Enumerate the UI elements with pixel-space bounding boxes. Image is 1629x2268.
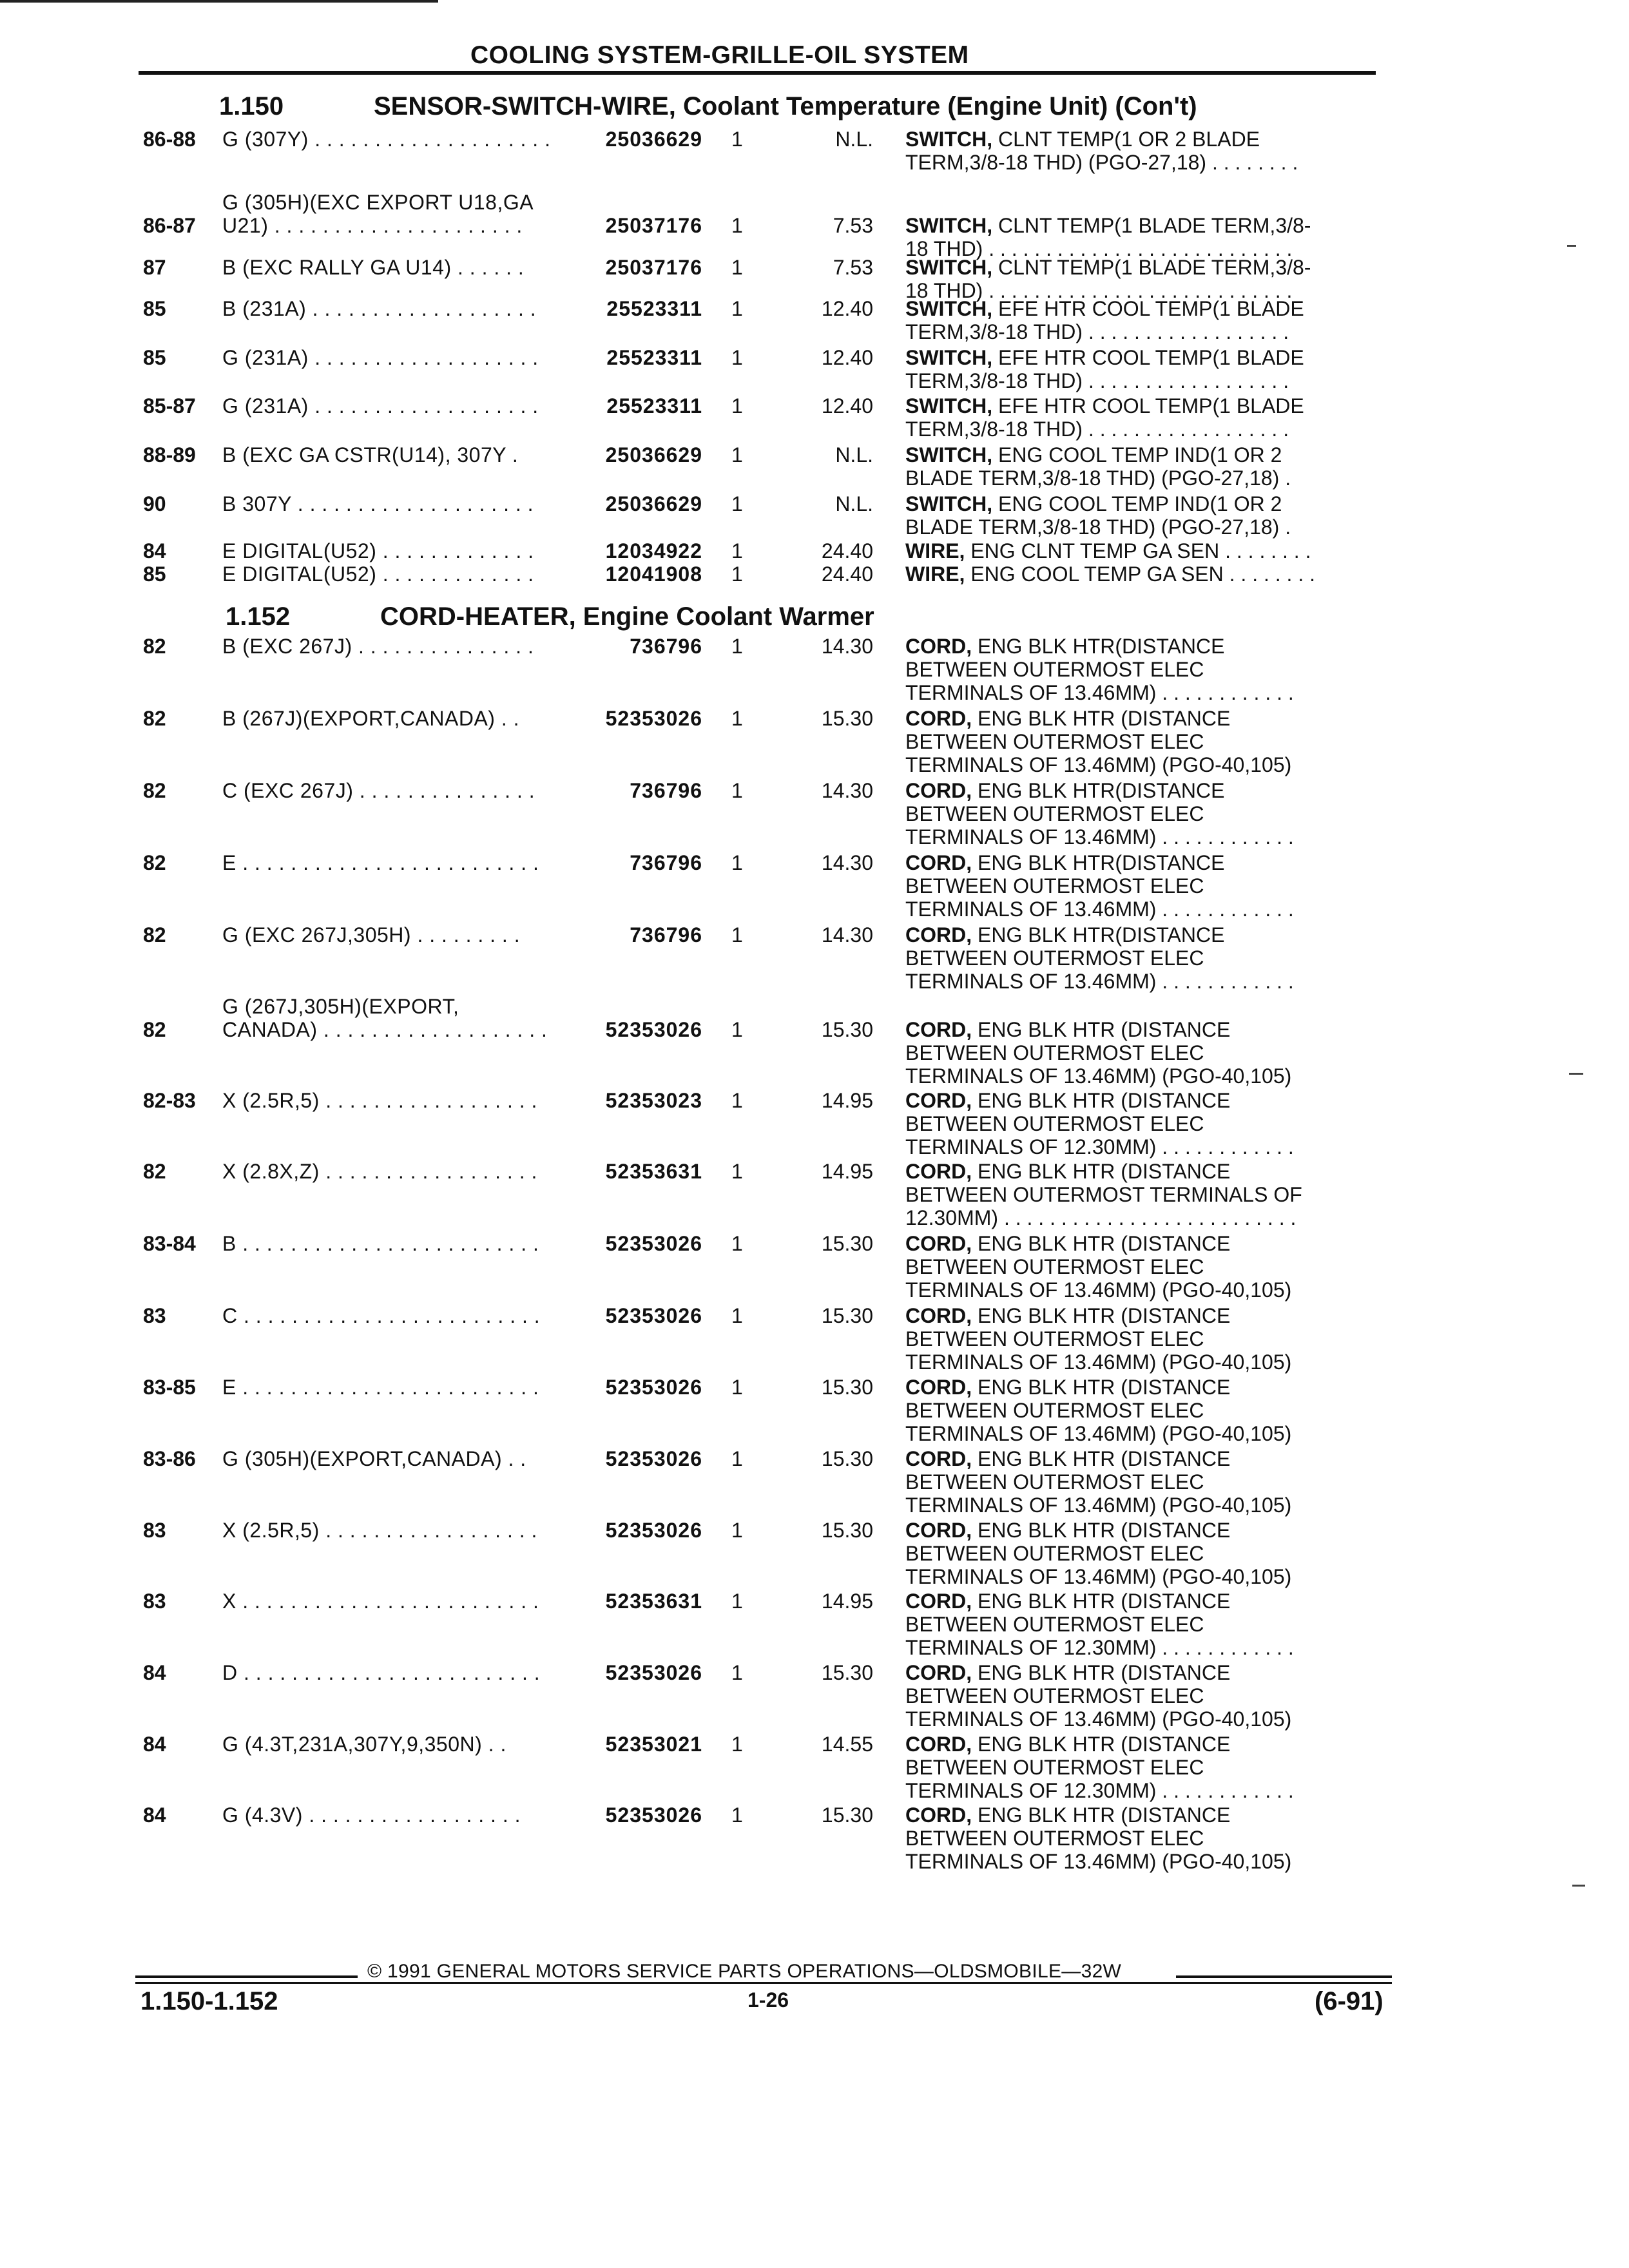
part-detail: ENG BLK HTR (DISTANCE BETWEEN OUTERMOST ELEC TERMINALS OF 13.46MM) (PGO-40,105) — [905, 1519, 1292, 1588]
price: 14.30 — [821, 923, 873, 947]
model-description: X (2.5R,5) . . . . . . . . . . . . . . . . . . — [222, 1519, 537, 1542]
model-year: 90 — [143, 492, 166, 515]
part-description — [905, 1519, 1382, 1588]
part-type: SWITCH, — [905, 297, 993, 320]
quantity: 1 — [731, 256, 743, 279]
part-type: CORD, — [905, 1447, 972, 1470]
part-detail: ENG BLK HTR(DISTANCE BETWEEN OUTERMOST ELEC TERMINALS OF 13.46MM) . . . . . . . . . . . . — [905, 635, 1294, 704]
header-rule — [139, 71, 1376, 75]
part-number: 52353631 — [605, 1160, 702, 1183]
price: 15.30 — [821, 1661, 873, 1684]
model-description: G (231A) . . . . . . . . . . . . . . . . . . . — [222, 394, 539, 418]
part-description — [905, 1661, 1382, 1731]
model-year: 82 — [143, 923, 166, 947]
part-number: 25037176 — [605, 256, 702, 279]
model-year: 84 — [143, 1733, 166, 1756]
margin-mark — [1569, 1073, 1583, 1075]
price: 14.95 — [821, 1160, 873, 1183]
part-type: CORD, — [905, 1018, 972, 1041]
model-year: 82 — [143, 851, 166, 874]
price: 15.30 — [821, 1519, 873, 1542]
part-number: 736796 — [630, 851, 702, 874]
part-type: WIRE, — [905, 562, 965, 586]
part-description — [905, 1304, 1382, 1374]
quantity: 1 — [731, 394, 743, 418]
footer-rule-right — [1176, 1975, 1392, 1978]
model-year: 83-84 — [143, 1232, 196, 1255]
quantity: 1 — [731, 214, 743, 237]
price: 15.30 — [821, 707, 873, 730]
quantity: 1 — [731, 1733, 743, 1756]
part-detail: ENG BLK HTR (DISTANCE BETWEEN OUTERMOST ELEC TERMINALS OF 13.46MM) (PGO-40,105) — [905, 1232, 1292, 1302]
part-description — [905, 394, 1382, 441]
part-type: CORD, — [905, 779, 972, 802]
part-type: SWITCH, — [905, 346, 993, 369]
part-detail: ENG CLNT TEMP GA SEN . . . . . . . . — [965, 539, 1311, 562]
part-number: 52353026 — [605, 1018, 702, 1041]
model-year: 88-89 — [143, 443, 196, 466]
part-description — [905, 492, 1382, 539]
footer-section-range: 1.150-1.152 — [140, 1987, 278, 2015]
price: 14.30 — [821, 779, 873, 802]
part-number: 52353026 — [605, 1803, 702, 1827]
section-heading-1152 — [226, 602, 874, 631]
price: 12.40 — [821, 346, 873, 369]
model-year: 83 — [143, 1304, 166, 1327]
part-number: 25037176 — [605, 214, 702, 237]
part-detail: ENG COOL TEMP IND(1 OR 2 BLADE TERM,3/8-18 THD) (PGO-27,18) . — [905, 492, 1291, 539]
model-description: G (EXC 267J,305H) . . . . . . . . . — [222, 923, 521, 947]
part-detail: ENG BLK HTR (DISTANCE BETWEEN OUTERMOST ELEC TERMINALS OF 13.46MM) (PGO-40,105) — [905, 1447, 1292, 1517]
part-description — [905, 1089, 1382, 1158]
price: 14.95 — [821, 1089, 873, 1112]
part-number: 52353026 — [605, 1661, 702, 1684]
margin-mark — [1572, 1885, 1585, 1887]
section-title: SENSOR-SWITCH-WIRE, Coolant Temperature (Engine Unit) (Con't) — [374, 92, 1197, 120]
part-detail: CLNT TEMP(1 BLADE TERM,3/8- 18 THD) . . . . . . . . . . . . . . . . . . . . . . . . . . . — [905, 256, 1311, 302]
quantity: 1 — [731, 1160, 743, 1183]
model-description: G (231A) . . . . . . . . . . . . . . . . . . . — [222, 346, 539, 369]
price: 12.40 — [821, 297, 873, 320]
quantity: 1 — [731, 635, 743, 658]
price: 15.30 — [821, 1376, 873, 1399]
part-number: 25036629 — [605, 443, 702, 466]
part-description — [905, 779, 1382, 849]
part-detail: ENG BLK HTR (DISTANCE BETWEEN OUTERMOST ELEC TERMINALS OF 13.46MM) (PGO-40,105) — [905, 1018, 1292, 1088]
model-year: 82 — [143, 1160, 166, 1183]
part-number: 25036629 — [605, 128, 702, 151]
quantity: 1 — [731, 707, 743, 730]
model-description: E . . . . . . . . . . . . . . . . . . . . . . . . . — [222, 1376, 539, 1399]
part-detail: EFE HTR COOL TEMP(1 BLADE TERM,3/8-18 THD) . . . . . . . . . . . . . . . . . . — [905, 297, 1304, 343]
part-type: CORD, — [905, 923, 972, 947]
part-type: SWITCH, — [905, 214, 993, 237]
model-description: D . . . . . . . . . . . . . . . . . . . . . . . . . — [222, 1661, 541, 1684]
quantity: 1 — [731, 492, 743, 515]
model-description: X (2.5R,5) . . . . . . . . . . . . . . . . . . — [222, 1089, 537, 1112]
price: N.L. — [835, 128, 873, 151]
model-description: B (231A) . . . . . . . . . . . . . . . . . . . — [222, 297, 537, 320]
part-type: CORD, — [905, 1304, 972, 1327]
part-number: 52353023 — [605, 1089, 702, 1112]
price: 15.30 — [821, 1447, 873, 1470]
model-description: B (EXC 267J) . . . . . . . . . . . . . . . — [222, 635, 534, 658]
part-number: 25523311 — [606, 297, 702, 320]
part-detail: EFE HTR COOL TEMP(1 BLADE TERM,3/8-18 THD) . . . . . . . . . . . . . . . . . . — [905, 394, 1304, 441]
part-number: 736796 — [630, 779, 702, 802]
part-type: SWITCH, — [905, 492, 993, 515]
part-description — [905, 635, 1382, 704]
part-type: CORD, — [905, 1232, 972, 1255]
model-description: E . . . . . . . . . . . . . . . . . . . . . . . . . — [222, 851, 539, 874]
part-type: CORD, — [905, 1661, 972, 1684]
model-year: 83-86 — [143, 1447, 196, 1470]
model-description: G (305H)(EXC EXPORT U18,GA U21) . . . . . . . . . . . . . . . . . . . . . — [222, 191, 534, 237]
price: N.L. — [835, 492, 873, 515]
quantity: 1 — [731, 1661, 743, 1684]
quantity: 1 — [731, 1018, 743, 1041]
part-type: CORD, — [905, 707, 972, 730]
part-number: 52353631 — [605, 1590, 702, 1613]
part-description — [905, 297, 1382, 343]
part-detail: ENG BLK HTR (DISTANCE BETWEEN OUTERMOST ELEC TERMINALS OF 13.46MM) (PGO-40,105) — [905, 1661, 1292, 1731]
part-detail: EFE HTR COOL TEMP(1 BLADE TERM,3/8-18 THD) . . . . . . . . . . . . . . . . . . — [905, 346, 1304, 392]
quantity: 1 — [731, 128, 743, 151]
quantity: 1 — [731, 1376, 743, 1399]
part-number: 736796 — [630, 635, 702, 658]
model-year: 82 — [143, 635, 166, 658]
part-description — [905, 707, 1382, 776]
model-description: B . . . . . . . . . . . . . . . . . . . . . . . . . — [222, 1232, 539, 1255]
part-number: 25523311 — [606, 346, 702, 369]
part-detail: ENG BLK HTR (DISTANCE BETWEEN OUTERMOST ELEC TERMINALS OF 13.46MM) (PGO-40,105) — [905, 1803, 1292, 1873]
quantity: 1 — [731, 1447, 743, 1470]
price: 24.40 — [821, 539, 873, 562]
model-description: G (307Y) . . . . . . . . . . . . . . . . . . . . — [222, 128, 551, 151]
quantity: 1 — [731, 851, 743, 874]
part-number: 736796 — [630, 923, 702, 947]
part-detail: ENG BLK HTR (DISTANCE BETWEEN OUTERMOST ELEC TERMINALS OF 12.30MM) . . . . . . . . . . . . — [905, 1590, 1294, 1659]
model-year: 82 — [143, 707, 166, 730]
price: 24.40 — [821, 562, 873, 586]
model-description: C . . . . . . . . . . . . . . . . . . . . . . . . . — [222, 1304, 541, 1327]
part-description — [905, 256, 1382, 302]
model-year: 84 — [143, 1661, 166, 1684]
part-description — [905, 443, 1382, 490]
section-title: CORD-HEATER, Engine Coolant Warmer — [380, 602, 874, 631]
quantity: 1 — [731, 1803, 743, 1827]
part-description — [905, 1018, 1382, 1088]
part-detail: ENG BLK HTR (DISTANCE BETWEEN OUTERMOST ELEC TERMINALS OF 12.30MM) . . . . . . . . . . . . — [905, 1733, 1294, 1802]
part-description — [905, 214, 1382, 260]
model-description: G (4.3T,231A,307Y,9,350N) . . — [222, 1733, 506, 1756]
model-year: 83 — [143, 1590, 166, 1613]
part-type: SWITCH, — [905, 256, 993, 279]
section-number: 1.150 — [219, 92, 284, 120]
quantity: 1 — [731, 1590, 743, 1613]
part-type: SWITCH, — [905, 443, 993, 466]
model-description: G (4.3V) . . . . . . . . . . . . . . . . . . — [222, 1803, 521, 1827]
price: 14.95 — [821, 1590, 873, 1613]
part-detail: CLNT TEMP(1 BLADE TERM,3/8- 18 THD) . . . . . . . . . . . . . . . . . . . . . . . . . . . — [905, 214, 1311, 260]
footer-date-code: (6-91) — [1315, 1987, 1383, 2015]
part-detail: ENG BLK HTR (DISTANCE BETWEEN OUTERMOST ELEC TERMINALS OF 13.46MM) (PGO-40,105) — [905, 1376, 1292, 1445]
part-type: SWITCH, — [905, 394, 993, 418]
model-description: B 307Y . . . . . . . . . . . . . . . . . . . . — [222, 492, 534, 515]
part-type: CORD, — [905, 1376, 972, 1399]
page-header-title: COOLING SYSTEM-GRILLE-OIL SYSTEM — [470, 41, 969, 69]
part-description — [905, 1803, 1382, 1873]
part-description — [905, 539, 1382, 562]
price: 15.30 — [821, 1018, 873, 1041]
price: 7.53 — [833, 214, 873, 237]
model-description: B (267J)(EXPORT,CANADA) . . — [222, 707, 520, 730]
quantity: 1 — [731, 297, 743, 320]
part-description — [905, 923, 1382, 993]
model-year: 82-83 — [143, 1089, 196, 1112]
model-description: G (267J,305H)(EXPORT, CANADA) . . . . . . . . . . . . . . . . . . . — [222, 995, 548, 1041]
part-number: 12041908 — [605, 562, 702, 586]
model-year: 84 — [143, 539, 166, 562]
quantity: 1 — [731, 779, 743, 802]
part-description — [905, 1160, 1382, 1229]
part-detail: ENG BLK HTR(DISTANCE BETWEEN OUTERMOST ELEC TERMINALS OF 13.46MM) . . . . . . . . . . . . — [905, 779, 1294, 849]
part-detail: ENG COOL TEMP IND(1 OR 2 BLADE TERM,3/8-18 THD) (PGO-27,18) . — [905, 443, 1291, 490]
part-detail: ENG BLK HTR(DISTANCE BETWEEN OUTERMOST ELEC TERMINALS OF 13.46MM) . . . . . . . . . . . . — [905, 923, 1294, 993]
part-type: CORD, — [905, 1160, 972, 1183]
part-type: CORD, — [905, 851, 972, 874]
footer-copyright: © 1991 GENERAL MOTORS SERVICE PARTS OPERATIONS—OLDSMOBILE—32W — [367, 1961, 1122, 1982]
section-heading-1150 — [219, 92, 1197, 121]
part-detail: ENG BLK HTR (DISTANCE BETWEEN OUTERMOST ELEC TERMINALS OF 13.46MM) (PGO-40,105) — [905, 707, 1292, 776]
price: 15.30 — [821, 1232, 873, 1255]
model-year: 85 — [143, 562, 166, 586]
footer-page-number: 1-26 — [747, 1988, 789, 2012]
part-number: 25523311 — [606, 394, 702, 418]
quantity: 1 — [731, 346, 743, 369]
model-year: 85 — [143, 297, 166, 320]
part-description — [905, 851, 1382, 921]
model-year: 82 — [143, 779, 166, 802]
part-description — [905, 562, 1382, 586]
quantity: 1 — [731, 1089, 743, 1112]
model-description: B (EXC RALLY GA U14) . . . . . . — [222, 256, 525, 279]
part-type: CORD, — [905, 1590, 972, 1613]
part-description — [905, 1590, 1382, 1659]
part-description — [905, 346, 1382, 392]
quantity: 1 — [731, 1519, 743, 1542]
part-type: SWITCH, — [905, 128, 993, 151]
part-number: 52353026 — [605, 1447, 702, 1470]
model-year: 84 — [143, 1803, 166, 1827]
part-number: 52353026 — [605, 1376, 702, 1399]
model-year: 85 — [143, 346, 166, 369]
price: 7.53 — [833, 256, 873, 279]
part-number: 52353021 — [605, 1733, 702, 1756]
model-description: B (EXC GA CSTR(U14), 307Y . — [222, 443, 519, 466]
margin-mark — [1567, 245, 1576, 247]
part-number: 52353026 — [605, 1304, 702, 1327]
top-edge-line — [0, 0, 438, 3]
part-description — [905, 1376, 1382, 1445]
part-description — [905, 128, 1382, 174]
part-detail: CLNT TEMP(1 OR 2 BLADE TERM,3/8-18 THD) (PGO-27,18) . . . . . . . . — [905, 128, 1298, 174]
model-description: C (EXC 267J) . . . . . . . . . . . . . . . — [222, 779, 535, 802]
price: N.L. — [835, 443, 873, 466]
model-year: 85-87 — [143, 394, 196, 418]
model-year: 83-85 — [143, 1376, 196, 1399]
model-description: X (2.8X,Z) . . . . . . . . . . . . . . . . . . — [222, 1160, 537, 1183]
price: 14.30 — [821, 851, 873, 874]
part-type: CORD, — [905, 1089, 972, 1112]
price: 15.30 — [821, 1803, 873, 1827]
part-type: CORD, — [905, 1519, 972, 1542]
part-description — [905, 1232, 1382, 1302]
section-number: 1.152 — [226, 602, 291, 631]
part-detail: ENG BLK HTR(DISTANCE BETWEEN OUTERMOST ELEC TERMINALS OF 13.46MM) . . . . . . . . . . . . — [905, 851, 1294, 921]
part-description — [905, 1733, 1382, 1802]
price: 15.30 — [821, 1304, 873, 1327]
part-number: 52353026 — [605, 1519, 702, 1542]
quantity: 1 — [731, 1304, 743, 1327]
part-type: CORD, — [905, 1733, 972, 1756]
part-number: 52353026 — [605, 707, 702, 730]
price: 12.40 — [821, 394, 873, 418]
model-description: G (305H)(EXPORT,CANADA) . . — [222, 1447, 526, 1470]
model-year: 86-88 — [143, 128, 196, 151]
part-number: 12034922 — [605, 539, 702, 562]
quantity: 1 — [731, 1232, 743, 1255]
part-detail: ENG COOL TEMP GA SEN . . . . . . . . — [965, 562, 1315, 586]
quantity: 1 — [731, 443, 743, 466]
quantity: 1 — [731, 923, 743, 947]
part-detail: ENG BLK HTR (DISTANCE BETWEEN OUTERMOST TERMINALS OF 12.30MM) . . . . . . . . . . . . . . . . . . . . . . . . . . — [905, 1160, 1302, 1229]
part-detail: ENG BLK HTR (DISTANCE BETWEEN OUTERMOST ELEC TERMINALS OF 12.30MM) . . . . . . . . . . . . — [905, 1089, 1294, 1158]
part-type: CORD, — [905, 1803, 972, 1827]
model-description: E DIGITAL(U52) . . . . . . . . . . . . . — [222, 562, 534, 586]
footer-rule-bottom — [135, 1982, 1392, 1984]
price: 14.55 — [821, 1733, 873, 1756]
part-detail: ENG BLK HTR (DISTANCE BETWEEN OUTERMOST ELEC TERMINALS OF 13.46MM) (PGO-40,105) — [905, 1304, 1292, 1374]
part-number: 25036629 — [605, 492, 702, 515]
model-year: 82 — [143, 1018, 166, 1041]
part-number: 52353026 — [605, 1232, 702, 1255]
part-type: WIRE, — [905, 539, 965, 562]
model-year: 83 — [143, 1519, 166, 1542]
footer-rule-left — [135, 1975, 358, 1978]
model-year: 86-87 — [143, 214, 196, 237]
model-description: E DIGITAL(U52) . . . . . . . . . . . . . — [222, 539, 534, 562]
part-description — [905, 1447, 1382, 1517]
model-description: X . . . . . . . . . . . . . . . . . . . . . . . . . — [222, 1590, 539, 1613]
quantity: 1 — [731, 562, 743, 586]
model-year: 87 — [143, 256, 166, 279]
quantity: 1 — [731, 539, 743, 562]
part-type: CORD, — [905, 635, 972, 658]
price: 14.30 — [821, 635, 873, 658]
